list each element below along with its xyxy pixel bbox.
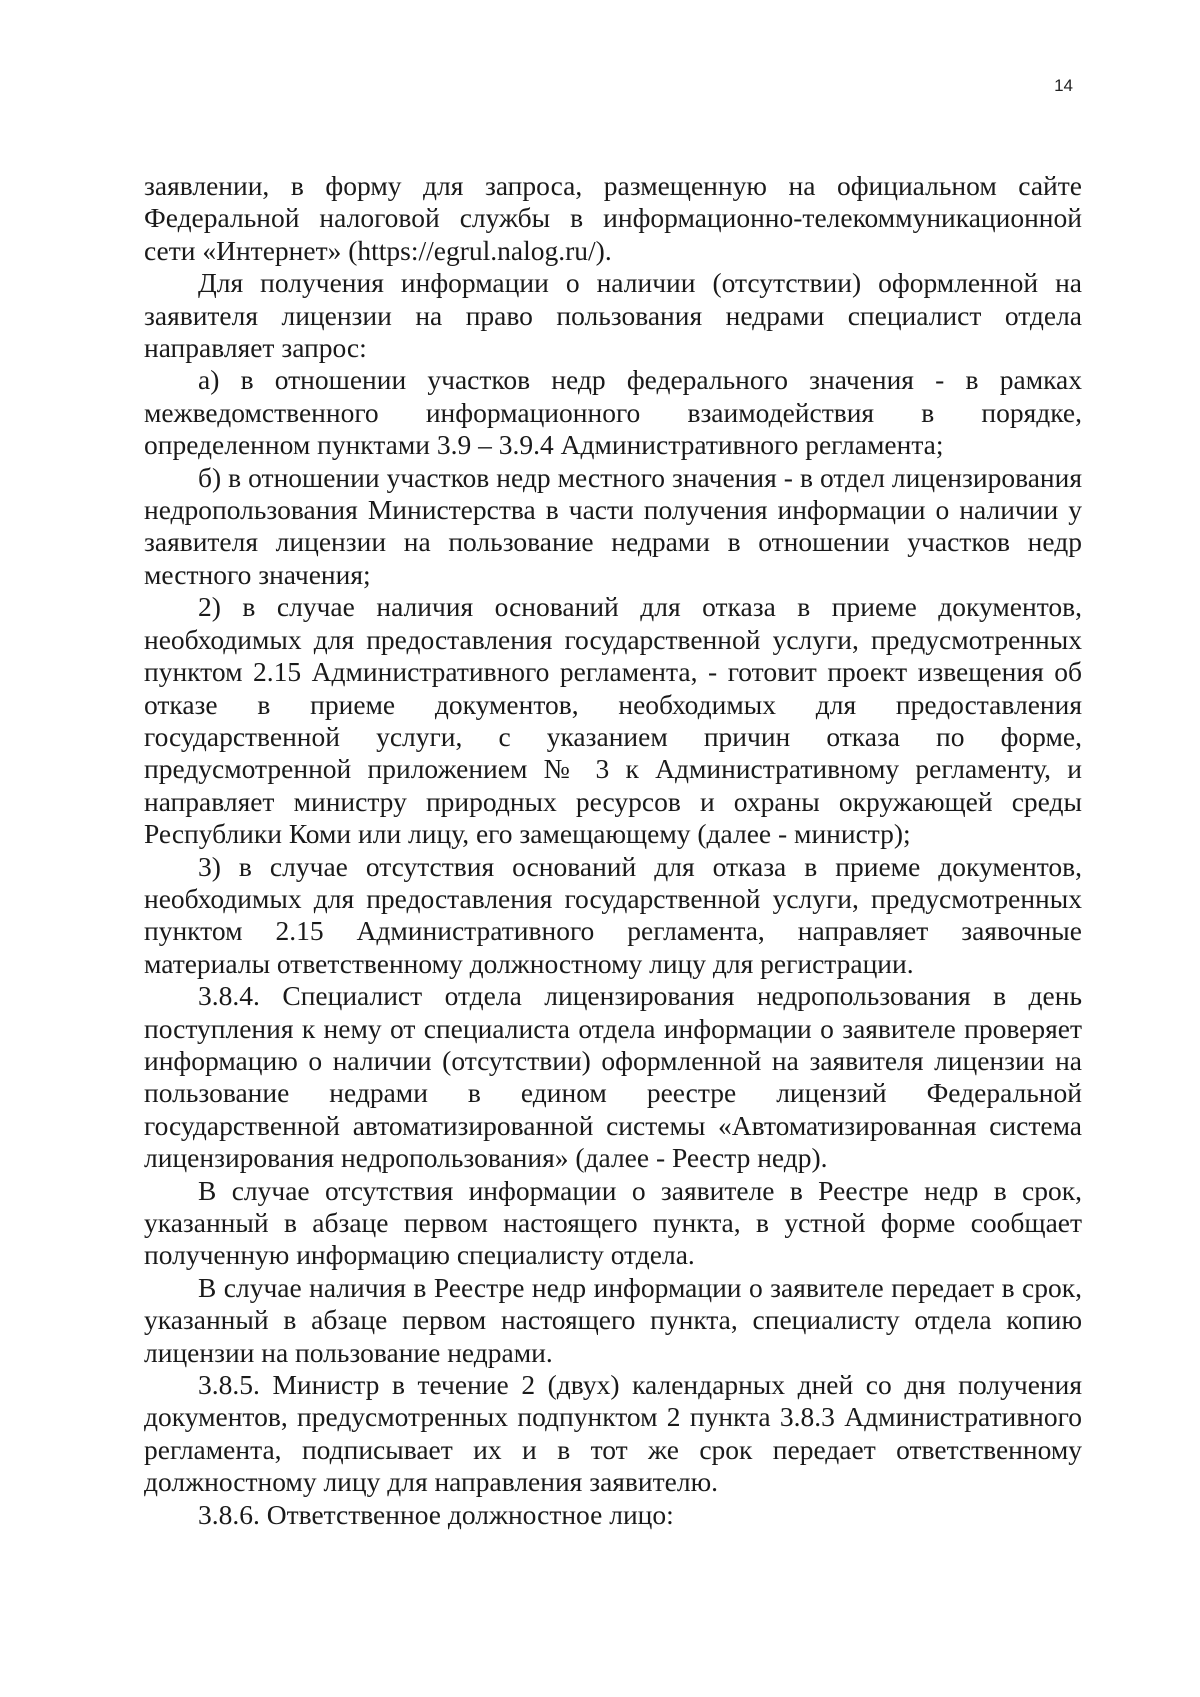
paragraph: 3) в случае отсутствия оснований для отказа в приеме документов, необходимых для предоставления государственной услуги, предусмотренных пунктом 2.15 Административного регламента, направляет заявочные материалы ответственному должностному лицу для регистрации.	[144, 850, 1082, 979]
paragraph: 3.8.6. Ответственное должностное лицо:	[198, 1498, 674, 1530]
paragraph: В случае наличия в Реестре недр информации о заявителе передает в срок, указанный в абзаце первом настоящего пункта, специалисту отдела копию лицензии на пользование недрами.	[144, 1271, 1082, 1368]
document-body	[144, 170, 1082, 1531]
paragraph: В случае отсутствия информации о заявителе в Реестре недр в срок, указанный в абзаце первом настоящего пункта, в устной форме сообщает полученную информацию специалисту отдела.	[144, 1174, 1082, 1271]
paragraph: б) в отношении участков недр местного значения - в отдел лицензирования недропользования Министерства в части получения информации о наличии у заявителя лицензии на пользование недрами в отношении участков недр местного значения;	[144, 461, 1082, 590]
paragraph: заявлении, в форму для запроса, размещенную на официальном сайте Федеральной налоговой службы в информационно-телекоммуникационной сети «Интернет» (https://egrul.nalog.ru/).	[144, 170, 1082, 266]
paragraph: Для получения информации о наличии (отсутствии) оформленной на заявителя лицензии на право пользования недрами специалист отдела направляет запрос:	[144, 267, 1082, 364]
paragraph: 3.8.5. Министр в течение 2 (двух) календарных дней со дня получения документов, предусмотренных подпунктом 2 пункта 3.8.3 Административного регламента, подписывает их и в тот же срок передает ответственному должностному лицу для направления заявителю.	[144, 1369, 1082, 1498]
page-number: 14	[1054, 76, 1073, 95]
paragraph: а) в отношении участков недр федерального значения - в рамках межведомственного информационного взаимодействия в порядке, определенном пунктами 3.9 – 3.9.4 Административного регламента;	[144, 364, 1082, 461]
paragraph: 2) в случае наличия оснований для отказа в приеме документов, необходимых для предоставления государственной услуги, предусмотренных пунктом 2.15 Административного регламента, - готовит проект извещения об отказе в приеме документов, необходимых для предоставления государственной услуги, с указанием причин отказа по форме, предусмотренной приложением № 3 к Административному регламенту, и направляет министру природных ресурсов и охраны окружающей среды Республики Коми или лицу, его замещающему (далее - министр);	[144, 591, 1082, 850]
paragraph: 3.8.4. Специалист отдела лицензирования недропользования в день поступления к нему от специалиста отдела информации о заявителе проверяет информацию о наличии (отсутствии) оформленной на заявителя лицензии на пользование недрами в едином реестре лицензий Федеральной государственной автоматизированной системы «Автоматизированная система лицензирования недропользования» (далее - Реестр недр).	[144, 980, 1082, 1174]
